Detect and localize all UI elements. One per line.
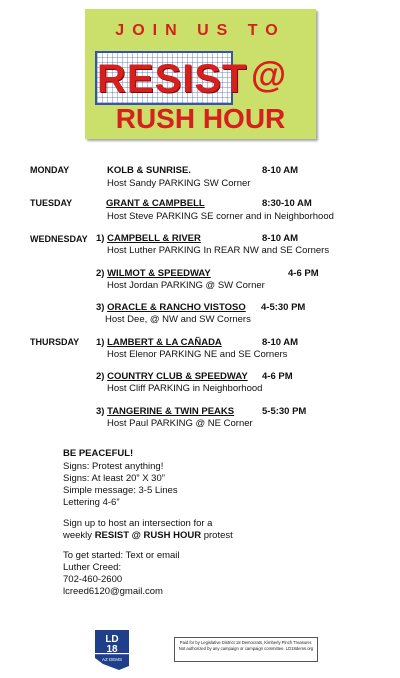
ld18-arizona-logo [89,628,135,672]
host-thursday-1: Host Elenor PARKING NE and SE Corners [107,349,288,360]
time-tuesday: 8:30-10 AM [262,198,312,209]
be-peaceful-heading: BE PEACEFUL! [63,448,134,459]
signs-note-2: Signs: At least 20” X 30” [63,473,165,484]
contact-email[interactable]: lcreed6120@gmail.com [63,586,163,597]
contact-name: Luther Creed: [63,562,122,573]
rush-hour-heading: RUSH HOUR [115,103,286,134]
host-wednesday-2: Host Jordan PARKING @ SW Corner [107,280,265,291]
header-banner [85,9,316,139]
location-wednesday-2: 2) WILMOT & SPEEDWAY [96,268,211,279]
time-thursday-3: 5-5:30 PM [262,406,307,417]
get-started-text: To get started: Text or email [63,550,180,561]
time-thursday-1: 8-10 AM [262,337,299,348]
host-wednesday-3: Host Dee, @ NW and SW Corners [105,314,251,325]
signs-note-4: Lettering 4-6” [63,497,120,508]
time-wednesday-1: 8-10 AM [262,233,299,244]
day-thursday: THURSDAY [30,337,80,347]
resist-heading: RESIST [97,57,248,101]
logo-ld-text: LD [105,634,119,645]
logo-number-text: 18 [106,644,118,655]
time-monday: 8-10 AM [262,165,299,176]
day-monday: MONDAY [30,165,70,175]
location-thursday-2: 2) COUNTRY CLUB & SPEEDWAY [96,371,248,382]
join-us-heading: JOIN US TO [115,22,286,39]
host-monday: Host Sandy PARKING SW Corner [107,178,251,189]
location-wednesday-1: 1) CAMPBELL & RIVER [96,233,201,244]
logo-sub-text: AZ DEMS [101,657,123,662]
time-wednesday-2: 4-6 PM [288,268,319,279]
location-tuesday: GRANT & CAMPBELL [106,198,205,209]
host-tuesday: Host Steve PARKING SE corner and in Neighborhood [107,211,334,222]
day-tuesday: TUESDAY [30,198,73,208]
at-symbol: @ [251,54,287,95]
resist-graphic [95,51,248,105]
host-thursday-2: Host Cliff PARKING in Neighborhood [107,383,263,394]
host-thursday-3: Host Paul PARKING @ NE Corner [107,418,253,429]
location-wednesday-3: 3) ORACLE & RANCHO VISTOSO [96,302,246,313]
contact-phone[interactable]: 702-460-2600 [63,574,123,585]
signs-note-1: Signs: Protest anything! [63,461,164,472]
signup-text-1: Sign up to host an intersection for a [63,518,213,529]
time-thursday-2: 4-6 PM [262,371,293,382]
host-wednesday-1: Host Luther PARKING In REAR NW and SE Corners [107,245,330,256]
location-monday: KOLB & SUNRISE. [107,165,191,176]
paid-for-disclaimer: Paid for by Legislative District 18 Democrats, Kimberly Pinch Treasurer. Not authorized by any campaign or campaign committee. LD18dems.org [174,637,318,662]
signs-note-3: Simple message: 3-5 Lines [63,485,178,496]
signup-text-2: weekly RESIST @ RUSH HOUR protest [63,530,233,541]
time-wednesday-3: 4-5:30 PM [261,302,306,313]
day-wednesday: WEDNESDAY [30,234,88,244]
location-thursday-1: 1) LAMBERT & LA CAÑADA [96,337,222,348]
location-thursday-3: 3) TANGERINE & TWIN PEAKS [96,406,235,417]
